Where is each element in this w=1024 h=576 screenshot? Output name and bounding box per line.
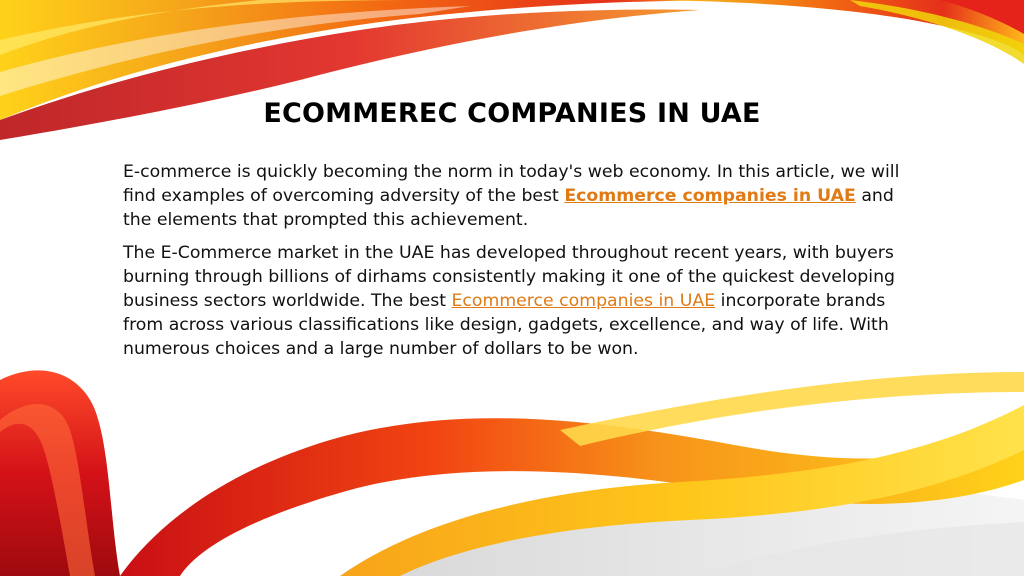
slide-body	[123, 160, 913, 370]
paragraph-intro-text-after: and the elements that prompted this achievement.	[123, 186, 894, 231]
ecommerce-companies-link[interactable]: Ecommerce companies in UAE	[451, 291, 716, 312]
ecommerce-companies-link-bold[interactable]: Ecommerce companies in UAE	[564, 186, 856, 207]
paragraph-market-text-before: The E-Commerce market in the UAE has developed throughout recent years, with buyers burning through billions of dirhams consistently making it one of the quickest developing business sectors worldwide. The best	[123, 242, 895, 312]
paragraph-intro	[123, 160, 913, 233]
slide-title: ECOMMEREC COMPANIES IN UAE	[263, 98, 761, 129]
paragraph-intro-text-before: E-commerce is quickly becoming the norm in today's web economy. In this article, we will find examples of overcoming adversity of the best	[123, 162, 900, 207]
paragraph-market	[123, 241, 913, 362]
paragraph-market-text-after: incorporate brands from across various classifications like design, gadgets, excellence, and way of life. With numerous choices and a large number of dollars to be won.	[123, 291, 889, 360]
